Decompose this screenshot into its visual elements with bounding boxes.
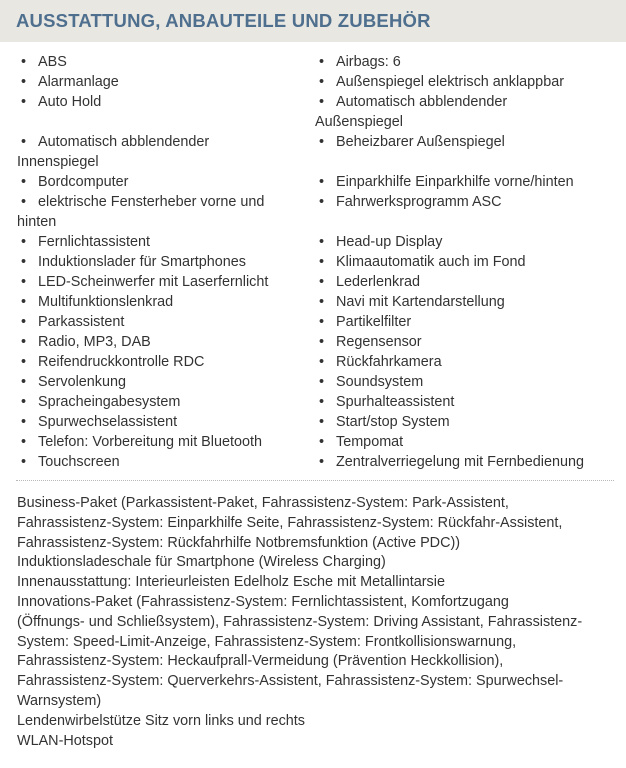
feature-item: [17, 373, 126, 393]
bullet-icon: •: [21, 294, 27, 310]
bullet-icon: •: [319, 354, 325, 370]
feature-text: Induktionslader für Smartphones: [38, 254, 246, 270]
feature-item: [315, 173, 574, 193]
extras-list: [17, 494, 617, 751]
bullet-icon: •: [21, 174, 27, 190]
bullet-icon: •: [319, 374, 325, 390]
bullet-icon: •: [319, 54, 325, 70]
bullet-icon: •: [21, 434, 27, 450]
extras-line: WLAN-Hotspot: [17, 732, 113, 749]
bullet-icon: •: [21, 274, 27, 290]
feature-text: Partikelfilter: [336, 314, 412, 330]
bullet-icon: •: [21, 94, 27, 110]
feature-item: [17, 133, 209, 173]
feature-item: [17, 393, 180, 413]
feature-text: Automatisch abblendender: [38, 134, 210, 150]
feature-item: [315, 293, 505, 313]
feature-text: Start/stop System: [336, 414, 450, 430]
feature-item: [315, 193, 502, 213]
feature-text: elektrische Fensterheber vorne und: [38, 194, 265, 210]
feature-text: Fernlichtassistent: [38, 234, 150, 250]
dotted-divider: [16, 480, 614, 481]
extras-line: System: Speed-Limit-Anzeige, Fahrassistenz-System: Frontkollisionswarnung,: [17, 633, 517, 650]
feature-item: [17, 73, 119, 93]
feature-text: Klimaautomatik auch im Fond: [336, 254, 526, 270]
feature-text: Touchscreen: [38, 454, 120, 470]
feature-text: Parkassistent: [38, 314, 125, 330]
section-title: AUSSTATTUNG, ANBAUTEILE UND ZUBEHÖR: [16, 10, 431, 31]
feature-item: [17, 93, 101, 113]
feature-text: Fahrwerksprogramm ASC: [336, 194, 502, 210]
bullet-icon: •: [21, 334, 27, 350]
bullet-icon: •: [319, 334, 325, 350]
feature-item: [315, 273, 420, 293]
feature-text: Zentralverriegelung mit Fernbedienung: [336, 454, 584, 470]
extras-line: Lendenwirbelstütze Sitz vorn links und rechts: [17, 712, 305, 729]
feature-text: Rückfahrkamera: [336, 354, 442, 370]
feature-text: Servolenkung: [38, 374, 127, 390]
feature-text: Telefon: Vorbereitung mit Bluetooth: [38, 434, 262, 450]
extras-line: Fahrassistenz-System: Einparkhilfe Seite, Fahrassistenz-System: Rückfahr-Assistent,: [17, 514, 563, 531]
feature-item: [17, 453, 120, 473]
extras-line: Induktionsladeschale für Smartphone (Wireless Charging): [17, 554, 386, 571]
feature-item: [17, 233, 150, 253]
feature-item: [17, 353, 204, 373]
feature-item: [17, 53, 67, 73]
feature-item: [17, 413, 177, 433]
bullet-icon: •: [21, 394, 27, 410]
feature-text: Airbags: 6: [336, 54, 401, 70]
feature-item: [315, 453, 584, 473]
feature-item: [17, 253, 246, 273]
bullet-icon: •: [319, 234, 325, 250]
bullet-icon: •: [21, 74, 27, 90]
feature-item: [315, 353, 442, 373]
feature-item: [315, 73, 564, 93]
feature-item: [315, 93, 507, 133]
feature-item: [17, 173, 128, 193]
bullet-icon: •: [319, 434, 325, 450]
feature-text: Innenspiegel: [17, 153, 99, 170]
extras-line: Fahrassistenz-System: Rückfahrhilfe Notbremsfunktion (Active PDC)): [17, 534, 461, 551]
feature-text: Reifendruckkontrolle RDC: [38, 354, 205, 370]
bullet-icon: •: [319, 254, 325, 270]
extras-line: (Öffnungs- und Schließsystem), Fahrassistenz-System: Driving Assistant, Fahrassistenz-: [17, 613, 583, 630]
feature-text: ABS: [38, 54, 67, 70]
bullet-icon: •: [319, 194, 325, 210]
bullet-icon: •: [319, 94, 325, 110]
feature-text: Spracheingabesystem: [38, 394, 181, 410]
bullet-icon: •: [21, 194, 27, 210]
feature-item: [315, 333, 422, 353]
feature-item: [315, 253, 526, 273]
feature-text: Spurwechselassistent: [38, 414, 178, 430]
bullet-icon: •: [319, 294, 325, 310]
feature-item: [315, 133, 505, 153]
feature-text: Regensensor: [336, 334, 422, 350]
bullet-icon: •: [21, 254, 27, 270]
feature-text: Auto Hold: [38, 94, 102, 110]
feature-item: [315, 413, 450, 433]
feature-text: Navi mit Kartendarstellung: [336, 294, 505, 310]
feature-text: Bordcomputer: [38, 174, 129, 190]
bullet-icon: •: [319, 454, 325, 470]
feature-item: [315, 393, 454, 413]
feature-item: [315, 53, 401, 73]
extras-line: Fahrassistenz-System: Heckaufprall-Vermeidung (Prävention Heckkollision),: [17, 653, 504, 670]
bullet-icon: •: [319, 274, 325, 290]
feature-item: [17, 273, 268, 293]
feature-text: Außenspiegel: [315, 113, 404, 130]
extras-line: Warnsystem): [17, 692, 102, 709]
bullet-icon: •: [319, 74, 325, 90]
bullet-icon: •: [319, 394, 325, 410]
bullet-icon: •: [319, 314, 325, 330]
feature-item: [315, 233, 442, 253]
feature-text: Beheizbarer Außenspiegel: [336, 134, 505, 150]
extras-line: Fahrassistenz-System: Querverkehrs-Assistent, Fahrassistenz-System: Spurwechsel-: [17, 673, 564, 690]
feature-text: Alarmanlage: [38, 74, 119, 90]
feature-item: [17, 313, 124, 333]
feature-item: [315, 433, 403, 453]
feature-text: Head-up Display: [336, 234, 443, 250]
feature-text: Lederlenkrad: [336, 274, 421, 290]
extras-line: Business-Paket (Parkassistent-Paket, Fahrassistenz-System: Park-Assistent,: [17, 495, 509, 511]
feature-text: Soundsystem: [336, 374, 424, 390]
bullet-icon: •: [21, 134, 27, 150]
feature-item: [17, 293, 173, 313]
bullet-icon: •: [21, 314, 27, 330]
bullet-icon: •: [21, 374, 27, 390]
feature-text: Multifunktionslenkrad: [38, 294, 174, 310]
bullet-icon: •: [21, 454, 27, 470]
feature-text: Außenspiegel elektrisch anklappbar: [336, 74, 564, 90]
extras-line: Innovations-Paket (Fahrassistenz-System: Fernlichtassistent, Komfortzugang: [17, 593, 509, 610]
feature-text: hinten: [17, 213, 57, 230]
feature-text: LED-Scheinwerfer mit Laserfernlicht: [38, 274, 269, 290]
feature-text: Einparkhilfe Einparkhilfe vorne/hinten: [336, 174, 574, 190]
bullet-icon: •: [21, 354, 27, 370]
bullet-icon: •: [319, 134, 325, 150]
feature-text: Automatisch abblendender: [336, 94, 508, 110]
bullet-icon: •: [319, 414, 325, 430]
bullet-icon: •: [21, 234, 27, 250]
feature-text: Spurhalteassistent: [336, 394, 455, 410]
feature-item: [17, 433, 262, 453]
extras-line: Innenausstattung: Interieurleisten Edelholz Esche mit Metallintarsie: [17, 574, 445, 591]
feature-text: Radio, MP3, DAB: [38, 334, 151, 350]
feature-item: [17, 193, 264, 233]
bullet-icon: •: [319, 174, 325, 190]
feature-item: [17, 333, 151, 353]
feature-text: Tempomat: [336, 434, 404, 450]
feature-item: [315, 373, 423, 393]
bullet-icon: •: [21, 54, 27, 70]
bullet-icon: •: [21, 414, 27, 430]
feature-item: [315, 313, 411, 333]
